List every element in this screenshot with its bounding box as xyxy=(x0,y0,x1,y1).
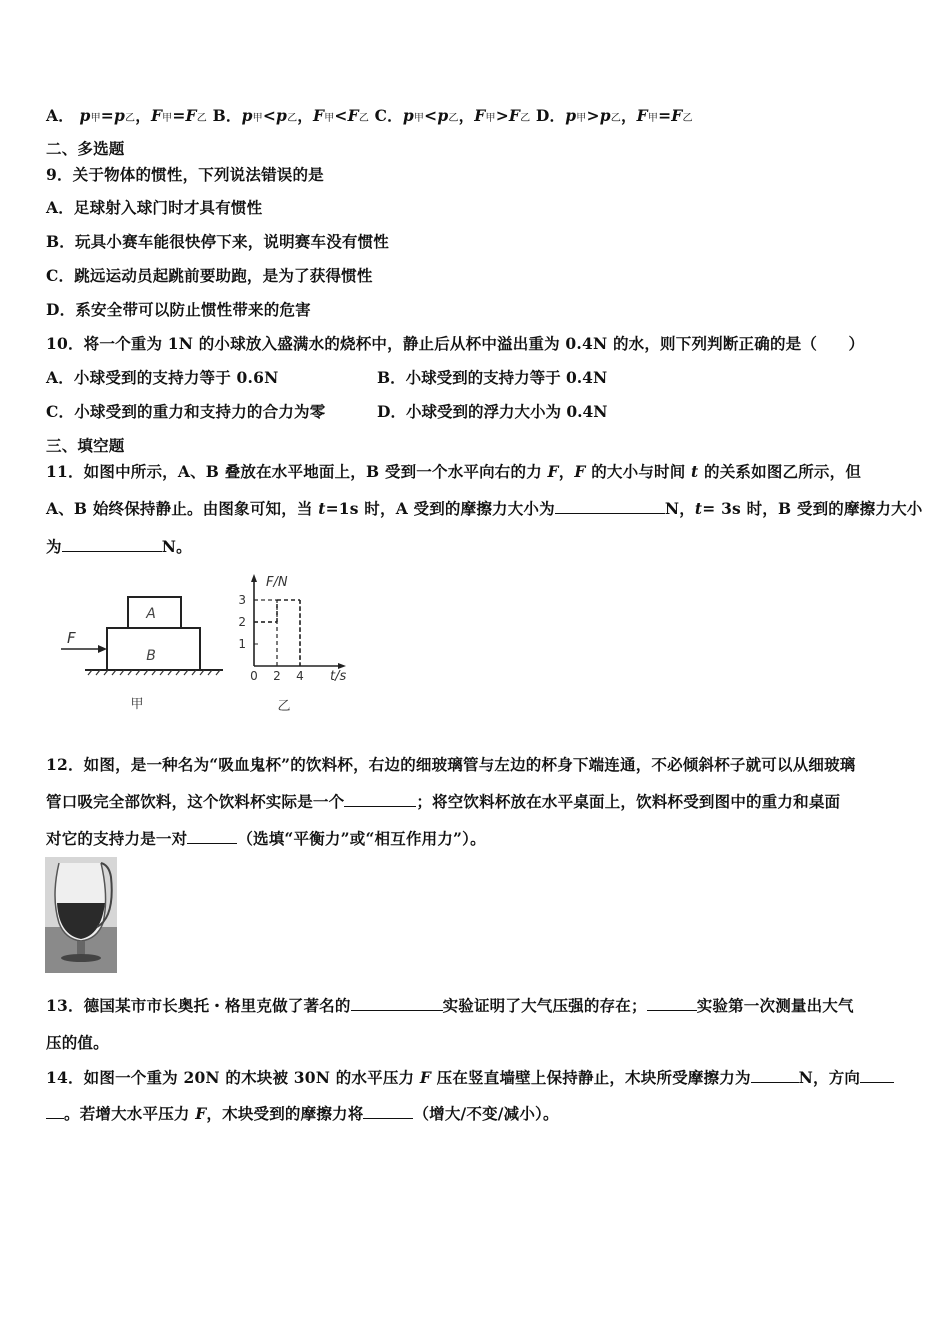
q11-text: ， xyxy=(558,462,575,481)
subscript: 乙 xyxy=(125,113,136,124)
symbol-t: t xyxy=(691,462,699,481)
symbol-t: t xyxy=(694,499,703,518)
q11-answer-blank-2[interactable] xyxy=(62,537,162,552)
vampire-cup-photo xyxy=(45,857,117,973)
symbol-f: F xyxy=(671,106,683,125)
symbol-f: F xyxy=(312,106,325,125)
q12-text: 管口吸完全部饮料，这个饮料杯实际是一个 xyxy=(46,792,345,811)
subscript: 甲 xyxy=(252,113,263,124)
separator: ， xyxy=(135,106,151,125)
symbol-p: p xyxy=(79,106,91,125)
subscript: 甲 xyxy=(162,113,173,124)
subscript: 甲 xyxy=(647,113,659,124)
section-title-multiple-choice: 二、多选题 xyxy=(46,139,125,158)
q14-answer-blank-3[interactable] xyxy=(363,1104,413,1119)
operator: < xyxy=(334,106,348,125)
q13-text: 实验第一次测量出大气 xyxy=(696,996,854,1015)
y-axis-arrowhead xyxy=(251,574,257,582)
q11-line-1 xyxy=(46,460,861,482)
subscript: 乙 xyxy=(520,113,531,124)
q9-option-d: D．系安全带可以防止惯性带来的危害 xyxy=(46,300,311,319)
q11-text: 的关系如图乙所示，但 xyxy=(698,462,862,481)
q10-option-b: B．小球受到的支持力等于 0.4N xyxy=(377,368,608,387)
q14-answer-blank-2[interactable] xyxy=(860,1068,894,1083)
q14-text: 14．如图一个重为 20N 的木块被 30N 的水平压力 xyxy=(46,1068,420,1087)
q12-answer-blank-1[interactable] xyxy=(344,792,416,807)
q11-text: N。 xyxy=(161,537,192,556)
section-title-fill-blank: 三、填空题 xyxy=(46,436,125,455)
q14-text: N，方向 xyxy=(798,1068,861,1087)
q14-answer-blank-2-cont[interactable] xyxy=(46,1104,64,1119)
q10-option-d: D．小球受到的浮力大小为 0.4N xyxy=(377,402,608,421)
q11-text: N， xyxy=(664,499,695,518)
y-tick-label: 2 xyxy=(238,615,246,629)
q13-line-1 xyxy=(46,994,854,1016)
subscript: 乙 xyxy=(682,113,693,124)
subscript: 乙 xyxy=(610,113,621,124)
q8-options xyxy=(46,104,693,126)
symbol-f: F xyxy=(508,106,521,125)
subscript: 乙 xyxy=(448,113,459,124)
q9-option-b: B．玩具小赛车能很快停下来，说明赛车没有惯性 xyxy=(46,232,390,251)
q13-answer-blank-1[interactable] xyxy=(351,996,443,1011)
q8-option-d: D． xyxy=(535,106,566,125)
symbol-p: p xyxy=(599,106,611,125)
q14-text: （增大/不变/减小）。 xyxy=(413,1104,559,1123)
q13-line-2: 压的值。 xyxy=(46,1033,109,1052)
q11-line-2 xyxy=(46,497,922,519)
separator: ， xyxy=(297,106,313,125)
operator: = xyxy=(658,106,672,125)
subscript: 乙 xyxy=(287,113,298,124)
q14-line-1 xyxy=(46,1066,894,1088)
x-tick-label: 4 xyxy=(296,669,304,683)
q8-option-b: B． xyxy=(212,106,242,125)
block-a-label: A xyxy=(146,606,156,622)
q14-text: ，木块受到的摩擦力将 xyxy=(206,1104,364,1123)
force-arrowhead xyxy=(98,645,107,653)
operator: < xyxy=(424,106,438,125)
y-tick-label: 3 xyxy=(238,593,246,607)
y-axis-label: F/N xyxy=(266,575,288,590)
symbol-f: F xyxy=(195,1104,207,1123)
q11-text: = 3s 时，B 受到的摩擦力大小 xyxy=(702,499,923,518)
subscript: 乙 xyxy=(358,113,370,124)
q9-option-a: A．足球射入球门时才具有惯性 xyxy=(46,198,263,217)
q11-text: A、B 始终保持静止。由图象可知，当 xyxy=(46,499,319,518)
symbol-f: F xyxy=(547,462,559,481)
separator: ， xyxy=(620,106,637,125)
q10-stem: 10．将一个重为 1N 的小球放入盛满水的烧杯中，静止后从杯中溢出重为 0.4N 的水，则下列判断正确的是（ ） xyxy=(46,334,865,353)
q8-option-c: C． xyxy=(374,106,403,125)
q12-line-1: 12．如图，是一种名为“吸血鬼杯”的饮料杯，右边的细玻璃管与左边的杯身下端连通，不必倾斜杯子就可以从细玻璃 xyxy=(46,755,856,774)
q14-text: 压在竖直墙壁上保持静止，木块所受摩擦力为 xyxy=(431,1068,751,1087)
symbol-f: F xyxy=(150,106,163,125)
q12-answer-blank-2[interactable] xyxy=(187,829,237,844)
q14-line-2 xyxy=(46,1102,559,1124)
q14-text: 。若增大水平压力 xyxy=(64,1104,196,1123)
symbol-f: F xyxy=(474,106,486,125)
subscript: 甲 xyxy=(485,113,496,124)
subscript: 甲 xyxy=(90,113,101,124)
q12-text: （选填“平衡力”或“相互作用力”）。 xyxy=(237,829,486,848)
q9-stem: 9．关于物体的惯性，下列说法错误的是 xyxy=(46,165,324,184)
subscript: 甲 xyxy=(324,113,335,124)
q8-option-a: A． xyxy=(46,106,74,125)
force-label: F xyxy=(67,629,76,647)
q11-text: 为 xyxy=(46,537,62,556)
q12-text: 对它的支持力是一对 xyxy=(46,829,188,848)
symbol-p: p xyxy=(402,106,414,125)
figure-11-yi-chart xyxy=(232,566,362,726)
q13-answer-blank-2[interactable] xyxy=(647,996,697,1011)
symbol-p: p xyxy=(276,106,288,125)
q11-line-3 xyxy=(46,535,192,557)
q13-text: 13．德国某市市长奥托・格里克做了著名的 xyxy=(46,996,351,1015)
q12-text: ；将空饮料杯放在水平桌面上，饮料杯受到图中的重力和桌面 xyxy=(416,792,841,811)
operator: = xyxy=(100,106,114,125)
symbol-p: p xyxy=(565,106,577,125)
subscript: 甲 xyxy=(576,113,587,124)
operator: < xyxy=(262,106,277,125)
symbol-f: F xyxy=(347,106,359,125)
symbol-p: p xyxy=(437,106,449,125)
x-axis-label: t/s xyxy=(330,669,347,684)
cup-stem xyxy=(77,941,85,955)
q12-line-2 xyxy=(46,790,840,812)
subscript: 乙 xyxy=(196,113,207,124)
q11-text: 11．如图中所示，A、B 叠放在水平地面上，B 受到一个水平向右的力 xyxy=(46,462,548,481)
symbol-t: t xyxy=(318,499,326,518)
y-tick-label: 1 xyxy=(238,637,246,651)
symbol-p: p xyxy=(113,106,126,125)
q14-answer-blank-1[interactable] xyxy=(751,1068,799,1083)
q11-text: 的大小与时间 xyxy=(585,462,692,481)
symbol-f: F xyxy=(574,462,586,481)
block-b-label: B xyxy=(146,648,156,664)
figure-11-jia xyxy=(55,585,235,715)
symbol-f: F xyxy=(636,106,648,125)
q11-text: =1s 时，A 受到的摩擦力大小为 xyxy=(325,499,555,518)
q12-line-3 xyxy=(46,827,486,849)
cup-base xyxy=(61,954,101,962)
q10-option-c: C．小球受到的重力和支持力的合力为零 xyxy=(46,402,326,421)
symbol-f: F xyxy=(419,1068,432,1087)
q10-option-a: A．小球受到的支持力等于 0.6N xyxy=(46,368,279,387)
q11-answer-blank-1[interactable] xyxy=(555,499,665,514)
operator: > xyxy=(495,106,509,125)
q9-option-c: C．跳远运动员起跳前要助跑，是为了获得惯性 xyxy=(46,266,373,285)
symbol-p: p xyxy=(241,106,253,125)
subscript: 甲 xyxy=(413,113,425,124)
x-tick-label: 2 xyxy=(273,669,281,683)
origin-label: 0 xyxy=(250,669,258,683)
q13-text: 实验证明了大气压强的存在； xyxy=(442,996,647,1015)
figure-caption-jia: 甲 xyxy=(130,697,144,712)
separator: ， xyxy=(458,106,475,125)
operator: = xyxy=(172,106,186,125)
symbol-f: F xyxy=(185,106,197,125)
operator: > xyxy=(586,106,600,125)
figure-caption-yi: 乙 xyxy=(277,699,291,714)
